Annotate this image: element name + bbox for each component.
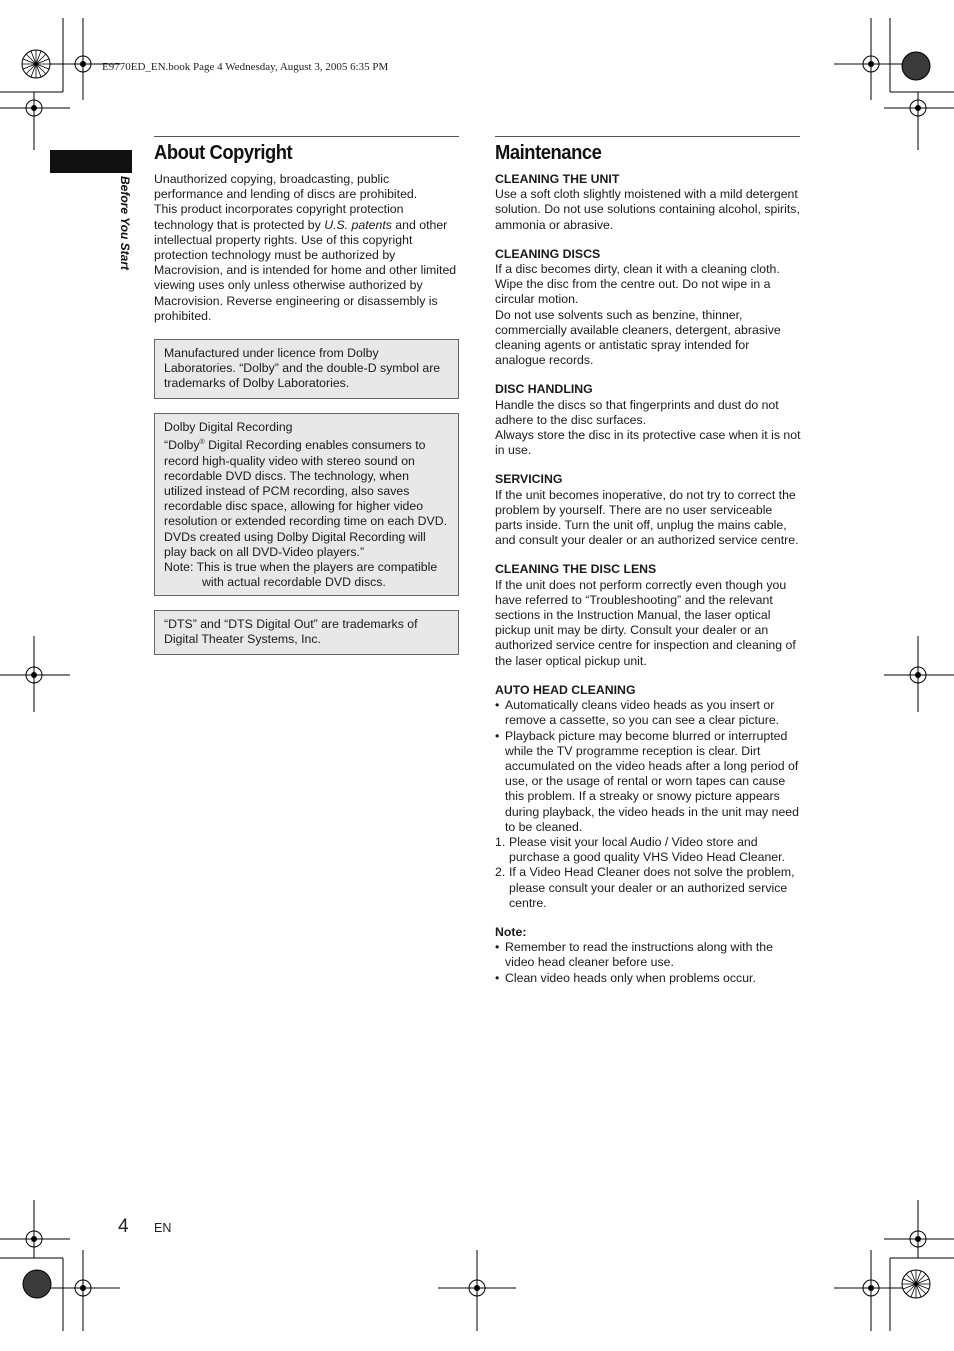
disc-handling-heading: DISC HANDLING <box>495 382 593 397</box>
note-heading: Note: <box>495 924 527 939</box>
dolby-trademark-box <box>154 339 459 399</box>
note-bullets <box>495 940 801 986</box>
step-text: Please visit your local Audio / Video store and purchase a good quality VHS Video Head Cleaner. <box>509 834 785 865</box>
dolby-trademark-text: Manufactured under licence from Dolby Laboratories. “Dolby” and the double-D symbol are trademarks of Dolby Laboratories. <box>164 346 441 391</box>
step-number: 1. <box>495 834 506 849</box>
list-item <box>495 835 801 865</box>
copyright-intro-line-1: Unauthorized copying, broadcasting, public <box>154 172 390 186</box>
disc-handling-text-2: Always store the disc in its protective case when it is not in use. <box>495 428 801 458</box>
left-column-rule <box>154 136 459 137</box>
list-item: • Automatically cleans video heads as you insert or remove a cassette, so you can see a clear picture. <box>495 698 801 728</box>
protection-text-end: and other intellectual property rights. Use of this copyright protection technology must be authorized by Macrovision, and is intended for home and other limited viewing uses only unless otherwise authorized by Macrovision. Reverse engineering or disassembly is prohibited. <box>154 217 457 323</box>
registered-mark: ® <box>199 439 205 447</box>
step-text: If a Video Head Cleaner does not solve the problem, please consult your dealer or an authorized service centre. <box>509 865 795 910</box>
dts-trademark-box <box>154 610 459 655</box>
list-item: • Remember to read the instructions along with the video head cleaner before use. <box>495 940 801 970</box>
right-column <box>495 142 801 986</box>
dolby-digital-recording-box <box>154 413 459 596</box>
page-number: 4 <box>118 1216 129 1237</box>
copyright-intro-line-2: performance and lending of discs are prohibited. <box>154 187 418 202</box>
print-header: E9770ED_EN.book Page 4 Wednesday, August 3, 2005 6:35 PM <box>102 61 389 73</box>
protection-text-start: This product incorporates copyright protection technology that is protected by <box>154 202 404 232</box>
ddr-note-line-1: Note: This is true when the players are compatible <box>164 559 438 574</box>
auto-head-cleaning-bullets <box>495 698 801 835</box>
disc-lens-heading: CLEANING THE DISC LENS <box>495 562 657 577</box>
maintenance-title: Maintenance <box>495 142 602 164</box>
disc-lens-text: If the unit does not perform correctly even though you have referred to “Troubleshooting” and the relevant sections in the Instruction Manual, the laser optical pickup unit may be dirty. Consult your dealer or an authorized service centre for inspection and cleaning of the laser optical pickup unit. <box>495 577 796 668</box>
ddr-text-end: Digital Recording enables consumers to record high-quality video with stereo sound on recordable DVD discs. The technology, when utilized instead of PCM recording, also saves recordable disc space, allowing for higher video resolution or extended recording time on each DVD. DVDs created using Dolby Digital Recording will play back on all DVD-Video players.” <box>164 438 447 559</box>
ddr-text-start: “Dolby <box>164 438 200 453</box>
copyright-intro <box>154 172 460 202</box>
step-number: 2. <box>495 865 506 880</box>
cleaning-discs-text-2: Do not use solvents such as benzine, thinner, commercially available cleaners, detergent, abrasive cleaning agents or antistatic spray intended for analogue records. <box>495 307 781 368</box>
protection-text-patents: U.S. patents <box>324 217 392 232</box>
cleaning-discs-heading: CLEANING DISCS <box>495 246 601 261</box>
left-column <box>154 142 460 324</box>
page-language: EN <box>154 1221 172 1235</box>
cleaning-unit-heading: CLEANING THE UNIT <box>495 172 620 186</box>
cleaning-unit-text: Use a soft cloth slightly moistened with a mild detergent solution. Do not use solutions containing alcohol, spirits, ammonia or abrasive. <box>495 187 800 232</box>
servicing-heading: SERVICING <box>495 472 563 487</box>
list-item: • Clean video heads only when problems occur. <box>495 971 801 986</box>
ddr-title: Dolby Digital Recording <box>164 420 293 434</box>
ddr-text <box>164 435 449 560</box>
auto-head-cleaning-steps <box>495 835 801 911</box>
cleaning-discs-text-1: If a disc becomes dirty, clean it with a cleaning cloth. Wipe the disc from the centre out. Do not wipe in a circular motion. <box>495 262 780 307</box>
list-item <box>495 865 801 911</box>
auto-head-cleaning-heading: AUTO HEAD CLEANING <box>495 682 636 697</box>
dts-trademark-text: “DTS” and “DTS Digital Out” are trademarks of Digital Theater Systems, Inc. <box>164 617 418 647</box>
copyright-title: About Copyright <box>154 142 293 164</box>
side-section-label: Before You Start <box>118 176 132 271</box>
copyright-protection-text <box>154 202 460 324</box>
section-tab <box>50 150 132 173</box>
disc-handling-text-1: Handle the discs so that fingerprints and dust do not adhere to the disc surfaces. <box>495 397 779 427</box>
ddr-note-line-2: with actual recordable DVD discs. <box>202 575 386 590</box>
list-item: • Playback picture may become blurred or interrupted while the TV programme reception is clear. Dirt accumulated on the video heads after a long period of use, or the usage of rental or worn tapes can cause this problem. If a streaky or snowy picture appears during playback, the video heads in the unit may need to be cleaned. <box>495 729 801 835</box>
servicing-text: If the unit becomes inoperative, do not try to correct the problem by yourself. There are no user serviceable parts inside. Turn the unit off, unplug the mains cable, and consult your dealer or an authorized service centre. <box>495 487 799 548</box>
right-column-rule <box>495 136 800 137</box>
